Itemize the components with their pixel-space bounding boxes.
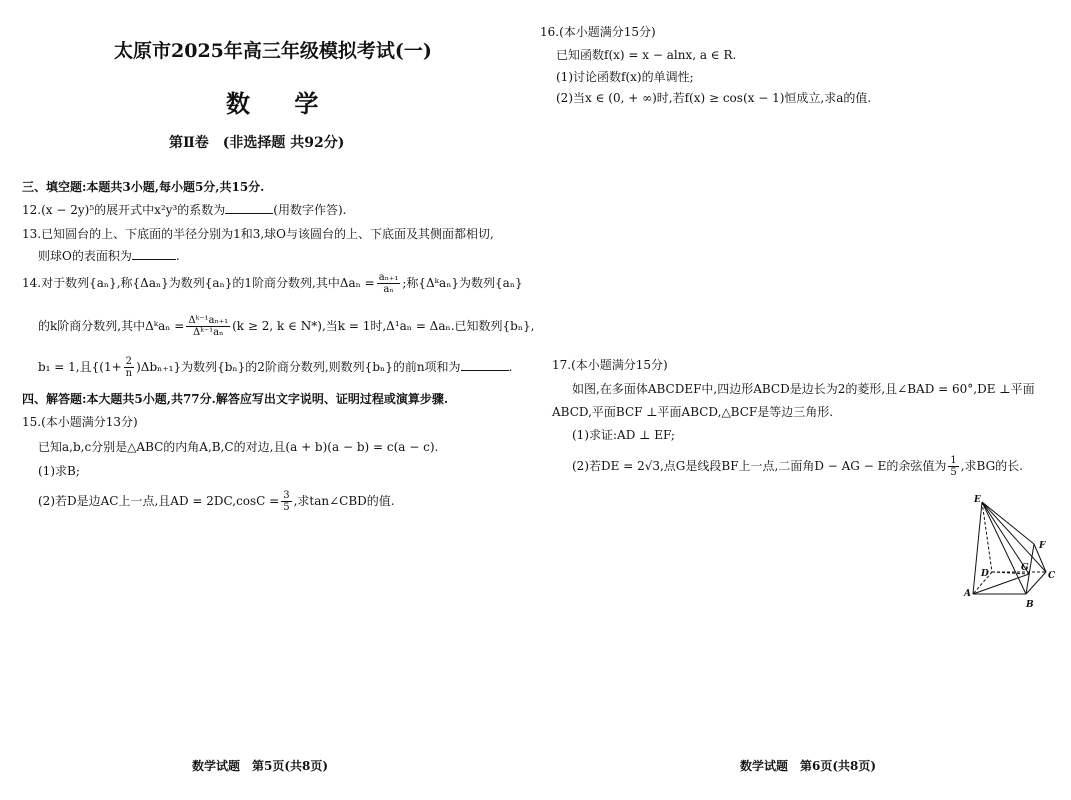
label-G: G bbox=[1021, 563, 1029, 573]
q14-line3-tail: . bbox=[508, 360, 513, 374]
question-17-stem-line1: 如图,在多面体ABCDEF中,四边形ABCD是边长为2的菱形,且∠BAD = 60°,DE ⊥平面 bbox=[572, 382, 1035, 396]
question-15-header: 15.(本小题满分13分) bbox=[22, 415, 138, 429]
left-page-footer: 数学试题 第5页(共8页) bbox=[192, 759, 329, 773]
question-16-part1: (1)讨论函数f(x)的单调性; bbox=[556, 70, 694, 84]
question-15-part2 bbox=[38, 490, 395, 513]
q17-part2-b: ,求BG的长. bbox=[960, 459, 1023, 473]
q15-part2-b: ,求tan∠CBD的值. bbox=[293, 494, 395, 508]
q14-line2-b: (k ≥ 2, k ∈ N*),当k = 1时,Δ¹aₙ = Δaₙ.已知数列{bₙ}, bbox=[232, 319, 535, 333]
question-12 bbox=[22, 202, 346, 217]
question-14-line3 bbox=[38, 356, 512, 379]
q14-fraction-2 bbox=[186, 315, 230, 338]
q15-frac-den: 5 bbox=[283, 502, 290, 513]
q14-frac1-den: aₙ bbox=[383, 284, 394, 295]
q14-frac2-num: Δᵏ⁻¹aₙ₊₁ bbox=[188, 315, 229, 326]
q12-text: 12.(x − 2y)⁵的展开式中x²y³的系数为 bbox=[22, 203, 226, 217]
q14-frac3-den: n bbox=[125, 368, 133, 379]
q12-tail: (用数字作答). bbox=[273, 203, 347, 217]
question-17-header: 17.(本小题满分15分) bbox=[552, 358, 668, 372]
q14-fraction-3 bbox=[124, 356, 134, 379]
q13-text: 则球O的表面积为 bbox=[38, 249, 132, 263]
label-A: A bbox=[964, 589, 971, 599]
q14-line3-b: )Δbₙ₊₁}为数列{bₙ}的2阶商分数列,则数列{bₙ}的前n项和为 bbox=[136, 360, 461, 374]
polyhedron-figure bbox=[960, 490, 1060, 615]
q17-frac-num: 1 bbox=[950, 455, 957, 466]
q14-frac3-num: 2 bbox=[124, 356, 134, 368]
question-17-stem-line2: ABCD,平面BCF ⊥平面ABCD,△BCF是等边三角形. bbox=[552, 405, 834, 419]
q14-line1-a: 14.对于数列{aₙ},称{Δaₙ}为数列{aₙ}的1阶商分数列,其中Δaₙ = bbox=[22, 276, 375, 290]
question-14-line1 bbox=[22, 272, 523, 295]
right-page-footer: 数学试题 第6页(共8页) bbox=[740, 759, 877, 773]
label-E: E bbox=[974, 495, 981, 505]
label-F: F bbox=[1039, 541, 1046, 551]
question-13-line2 bbox=[38, 248, 180, 263]
q15-frac-num: 3 bbox=[283, 490, 290, 501]
edge-EA bbox=[973, 502, 982, 594]
question-16-part2: (2)当x ∈ (0, + ∞)时,若f(x) ≥ cos(x − 1)恒成立,求a的值. bbox=[556, 91, 872, 105]
question-15-stem: 已知a,b,c分别是△ABC的内角A,B,C的对边,且(a + b)(a − b) = c(a − c). bbox=[38, 440, 439, 454]
question-17-part1: (1)求证:AD ⊥ EF; bbox=[572, 428, 675, 442]
question-16-stem: 已知函数f(x) = x − alnx, a ∈ R. bbox=[556, 48, 737, 62]
q13-tail: . bbox=[175, 249, 180, 263]
q14-frac2-den: Δᵏ⁻¹aₙ bbox=[193, 327, 224, 338]
exam-title: 太原市2025年高三年级模拟考试(一) bbox=[114, 40, 432, 62]
q14-line1-b: ;称{Δᵏaₙ}为数列{aₙ} bbox=[402, 276, 523, 290]
q13-answer-blank bbox=[132, 248, 176, 260]
edge-EF bbox=[982, 502, 1034, 544]
question-15-part1: (1)求B; bbox=[38, 464, 80, 478]
subject-title: 数 学 bbox=[226, 89, 337, 118]
question-14-line2 bbox=[38, 315, 534, 338]
q12-answer-blank bbox=[225, 202, 273, 214]
label-D: D bbox=[981, 569, 989, 579]
label-C: C bbox=[1048, 571, 1056, 581]
q17-fraction bbox=[948, 455, 958, 478]
label-B: B bbox=[1026, 600, 1034, 610]
q17-part2-a: (2)若DE = 2√3,点G是线段BF上一点,二面角D − AG − E的余弦值为 bbox=[572, 459, 947, 473]
q14-line3-a: b₁ = 1,且{(1+ bbox=[38, 360, 122, 374]
section-3-header: 三、填空题:本题共3小题,每小题5分,共15分. bbox=[22, 180, 265, 194]
q14-line2-a: 的k阶商分数列,其中Δᵏaₙ = bbox=[38, 319, 185, 333]
q14-frac1-num: aₙ₊₁ bbox=[378, 272, 399, 283]
question-13-line1: 13.已知圆台的上、下底面的半径分别为1和3,球O与该圆台的上、下底面及其侧面都相切, bbox=[22, 227, 494, 241]
q15-part2-a: (2)若D是边AC上一点,且AD = 2DC,cosC = bbox=[38, 494, 280, 508]
q14-answer-blank bbox=[461, 359, 509, 371]
q17-frac-den: 5 bbox=[950, 467, 957, 478]
question-16-header: 16.(本小题满分15分) bbox=[540, 25, 656, 39]
q14-fraction-1 bbox=[377, 272, 401, 295]
question-17-part2 bbox=[572, 455, 1023, 478]
edge-EC bbox=[982, 502, 1046, 572]
section-4-header: 四、解答题:本大题共5小题,共77分.解答应写出文字说明、证明过程或演算步骤. bbox=[22, 392, 449, 406]
q15-fraction bbox=[281, 490, 291, 513]
volume-heading: 第Ⅱ卷 (非选择题 共92分) bbox=[169, 135, 345, 151]
